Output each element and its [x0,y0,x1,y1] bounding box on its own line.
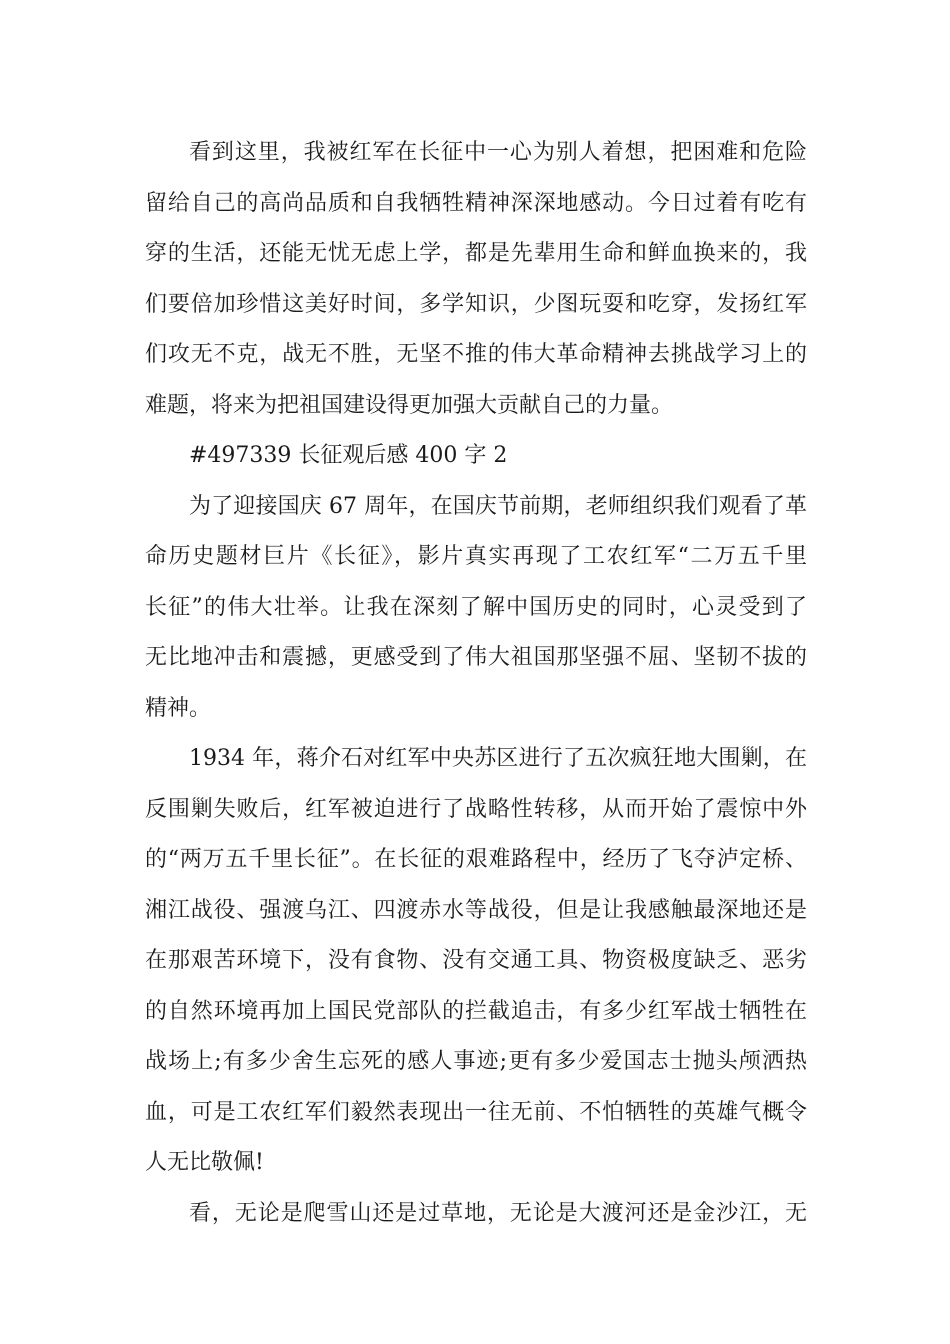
text-line: 命历史题材巨片《长征》，影片真实再现了工农红军“二万五千里 [145,544,807,569]
text-line: 穿的生活，还能无忧无虑上学，都是先辈用生命和鲜血换来的，我 [145,241,807,266]
text-line: 无比地冲击和震撼，更感受到了伟大祖国那坚强不屈、坚韧不拔的 [145,645,807,670]
text-line: 在那艰苦环境下，没有食物、没有交通工具、物资极度缺乏、恶劣 [145,948,807,973]
section-heading [145,431,807,482]
paragraph-history [145,734,807,1189]
text-line: 精神。 [145,695,212,721]
text-line: 的自然环境再加上国民党部队的拦截追击，有多少红军战士牺牲在 [145,998,807,1024]
text-line: 湘江战役、强渡乌江、四渡赤水等战役，但是让我感触最深地还是 [145,897,807,923]
paragraph-continued [145,1189,807,1240]
paragraph-intro [145,482,807,735]
text-line: 留给自己的高尚品质和自我牺牲精神深深地感动。今日过着有吃有 [145,190,807,216]
text-line: 血，可是工农红军们毅然表现出一往无前、不怕牺牲的英雄气概令 [145,1099,807,1125]
text-line: 的“两万五千里长征”。在长征的艰难路程中，经历了飞夺泸定桥、 [145,847,807,872]
text-line: 难题，将来为把祖国建设得更加强大贡献自己的力量。 [145,392,674,418]
paragraph-reflection [145,128,807,431]
text-line: 人无比敬佩! [145,1150,264,1175]
text-line: 反围剿失败后，红军被迫进行了战略性转移，从而开始了震惊中外 [145,796,807,822]
text-line: 们要倍加珍惜这美好时间，多学知识，少图玩耍和吃穿，发扬红军 [145,291,807,317]
text-line: 长征”的伟大壮举。让我在深刻了解中国历史的同时，心灵受到了 [145,594,807,620]
heading-line: #497339 长征观后感 400 字 2 [189,443,508,468]
document-body [145,128,807,1239]
text-line: 战场上;有多少舍生忘死的感人事迹;更有多少爱国志士抛头颅洒热 [145,1049,807,1074]
text-line: 看，无论是爬雪山还是过草地，无论是大渡河还是金沙江，无 [189,1200,807,1226]
text-line: 看到这里，我被红军在长征中一心为别人着想，把困难和危险 [189,140,807,165]
text-line: 为了迎接国庆 67 周年，在国庆节前期，老师组织我们观看了革 [189,493,807,519]
text-line: 1934 年，蒋介石对红军中央苏区进行了五次疯狂地大围剿，在 [189,746,807,771]
text-line: 们攻无不克，战无不胜，无坚不推的伟大革命精神去挑战学习上的 [145,342,807,367]
